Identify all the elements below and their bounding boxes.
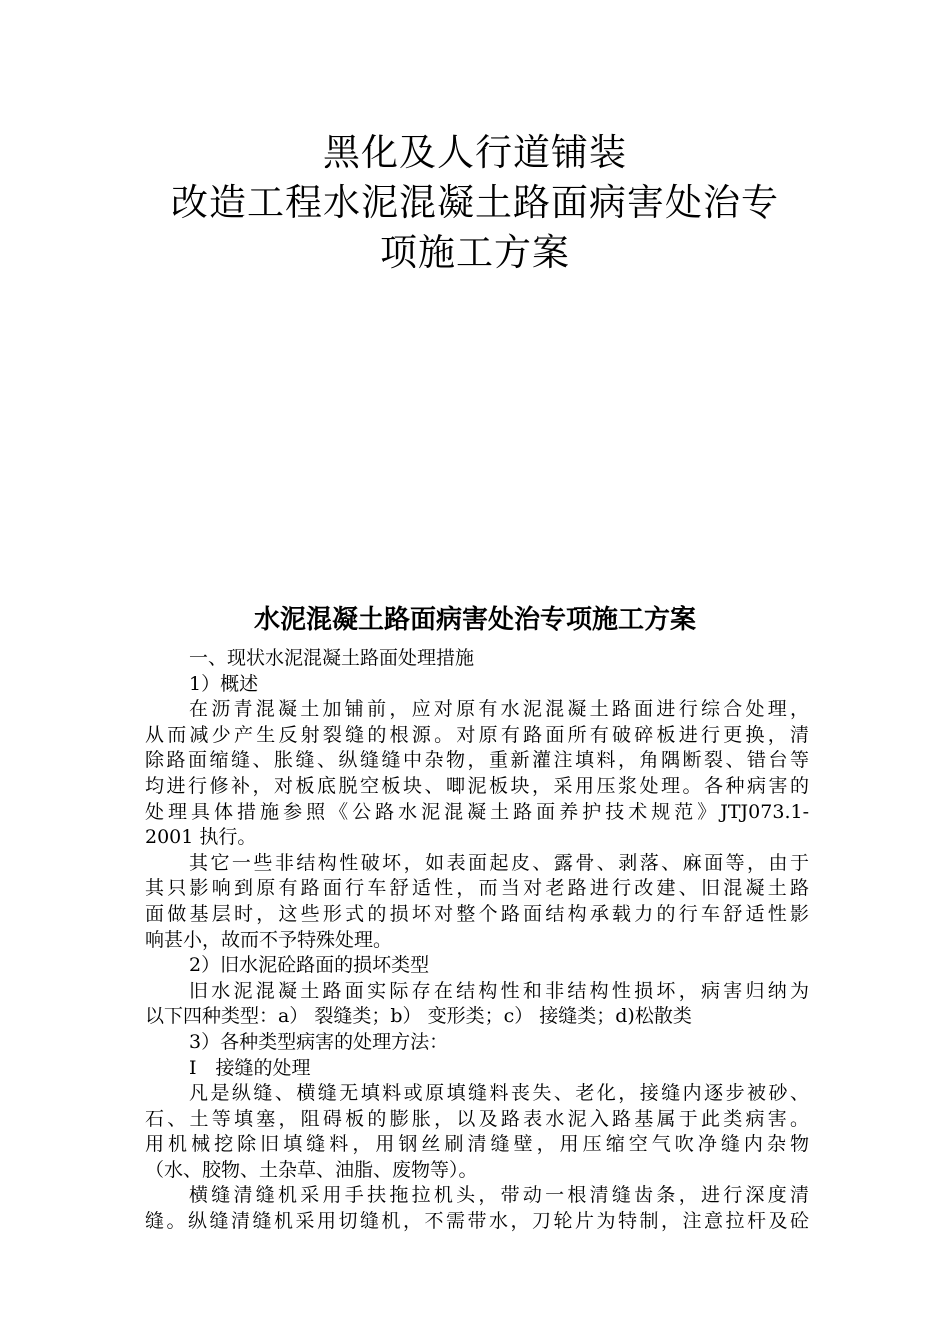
body-line: 从而减少产生反射裂缝的根源。对原有路面所有破碎板进行更换，清	[145, 723, 809, 746]
cover-title-line-3: 项施工方案	[380, 231, 570, 274]
section-heading: 水泥混凝土路面病害处治专项施工方案	[253, 605, 696, 635]
body-line: 3）各种类型病害的处理方法：	[189, 1030, 449, 1053]
cover-title-line-1: 黑化及人行道铺装	[323, 131, 627, 174]
body-line: 用机械挖除旧填缝料，用钢丝刷清缝壁，用压缩空气吹净缝内杂物	[145, 1133, 809, 1156]
body-line: 石、土等填塞，阻碍板的膨胀，以及路表水泥入路基属于此类病害。	[145, 1107, 809, 1130]
body-line: 横缝清缝机采用手扶拖拉机头，带动一根清缝齿条，进行深度清	[189, 1184, 809, 1207]
body-line: 在沥青混凝土加铺前，应对原有水泥混凝土路面进行综合处理，	[189, 698, 809, 721]
body-line: 缝。纵缝清缝机采用切缝机，不需带水，刀轮片为特制，注意拉杆及砼	[145, 1210, 809, 1233]
body-line: 其它一些非结构性破坏，如表面起皮、露骨、剥落、麻面等，由于	[189, 851, 809, 874]
body-line: 除路面缩缝、胀缝、纵缝缝中杂物，重新灌注填料，角隅断裂、错台等	[145, 749, 809, 772]
body-line: 2001 执行。	[145, 826, 257, 849]
body-line: 一、现状水泥混凝土路面处理措施	[189, 647, 475, 669]
body-text	[145, 646, 809, 1235]
body-line: （水、胶物、土杂草、油脂、废物等）。	[145, 1158, 478, 1181]
body-line: 以下四种类型：a） 裂缝类；b） 变形类；c） 接缝类；d)松散类	[145, 1005, 692, 1028]
body-line: 2）旧水泥砼路面的损坏类型	[189, 954, 430, 977]
body-line: 处理具体措施参照《公路水泥混凝土路面养护技术规范》JTJ073.1-	[145, 800, 809, 823]
body-line: 旧水泥混凝土路面实际存在结构性和非结构性损坏，病害归纳为	[189, 979, 809, 1002]
cover-title	[0, 128, 950, 278]
body-line: 面做基层时，这些形式的损坏对整个路面结构承载力的行车舒适性影	[145, 902, 809, 925]
body-line: 其只影响到原有路面行车舒适性，而当对老路进行改建、旧混凝土路	[145, 877, 809, 900]
body-line: 均进行修补，对板底脱空板块、唧泥板块，采用压浆处理。各种病害的	[145, 774, 809, 797]
body-line: 1）概述	[189, 672, 259, 695]
cover-title-line-2: 改造工程水泥混凝土路面病害处治专	[171, 181, 779, 224]
body-line: I 接缝的处理	[189, 1056, 311, 1079]
body-line: 凡是纵缝、横缝无填料或原填缝料丧失、老化，接缝内逐步被砂、	[189, 1082, 809, 1105]
body-line: 响甚小，故而不予特殊处理。	[145, 928, 393, 951]
